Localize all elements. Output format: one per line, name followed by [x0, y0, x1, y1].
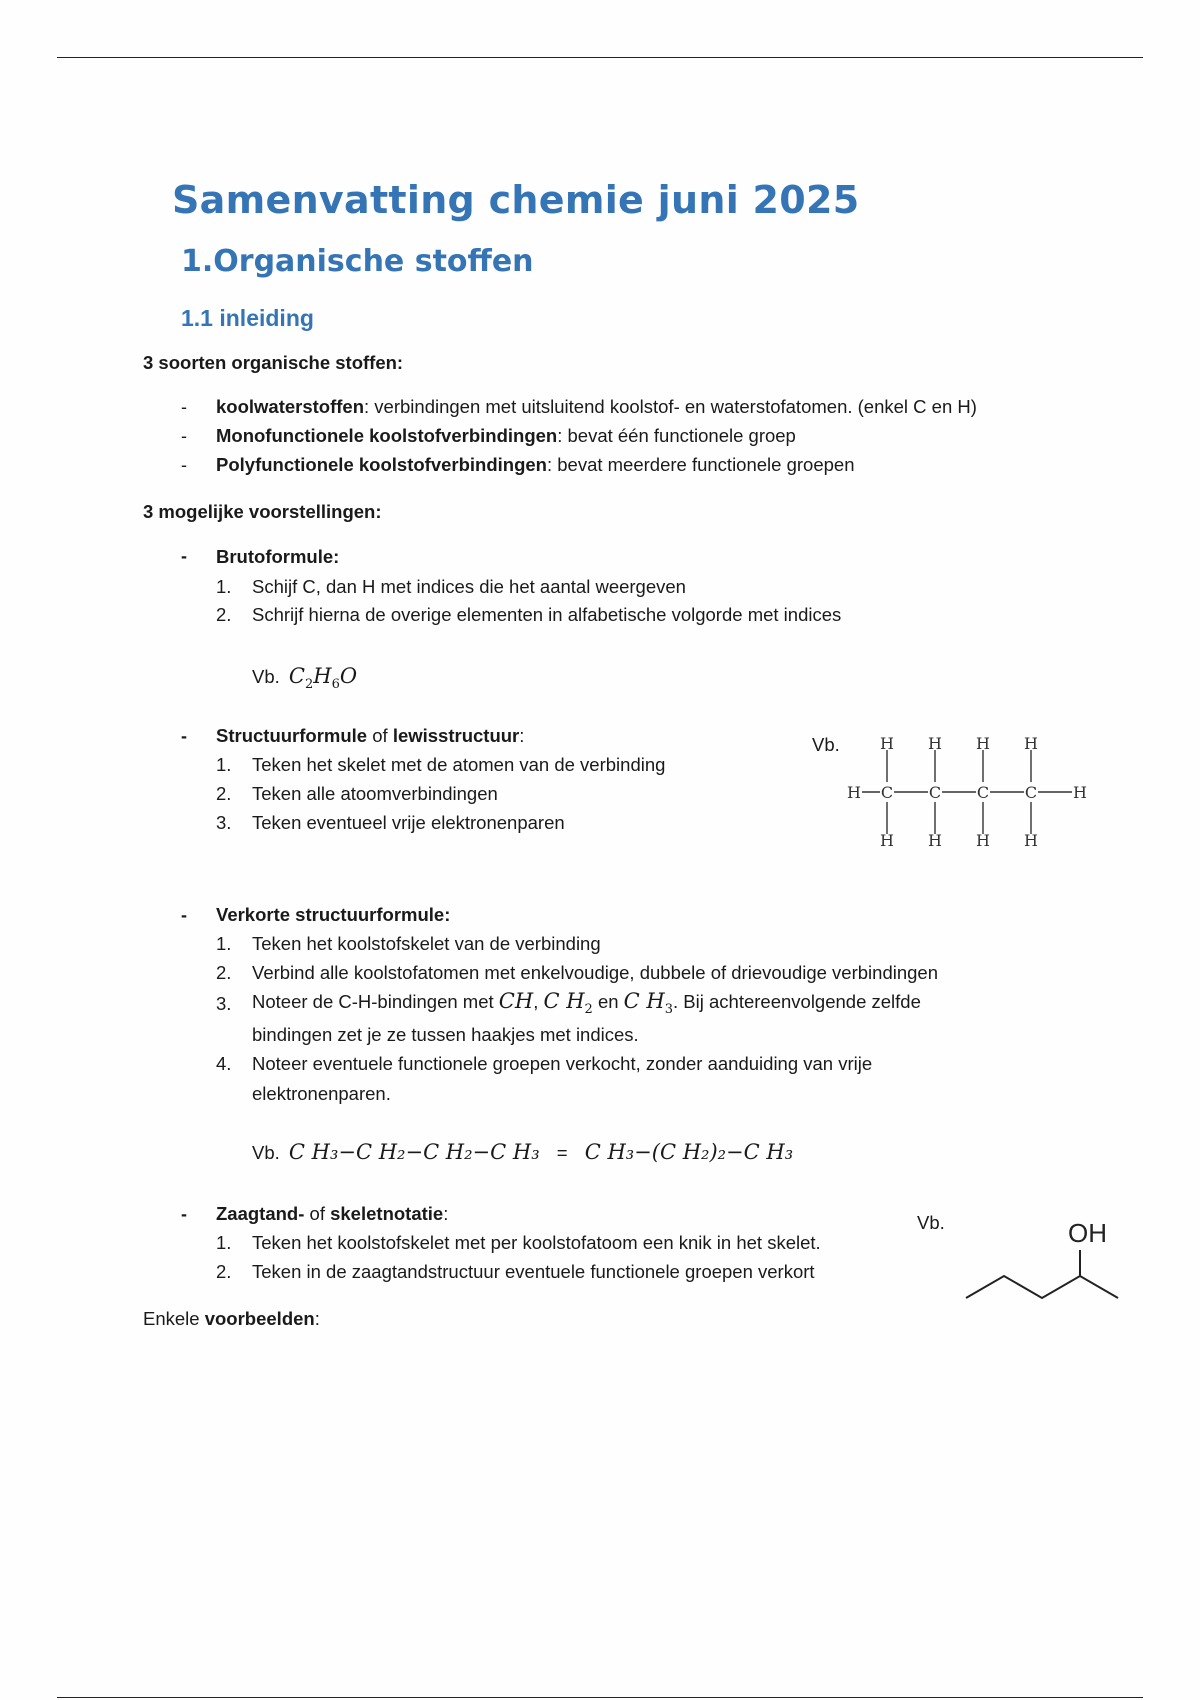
step-number: 2. [216, 1261, 232, 1282]
structuur-step-1: Teken het skelet met de atomen van de verbinding [252, 754, 666, 775]
zaagtand-step-2: Teken in de zaagtandstructuur eventuele functionele groepen verkort [252, 1261, 815, 1282]
atom-h: H [880, 734, 894, 753]
atom-h: H [976, 831, 990, 850]
voorstellingen-heading: 3 mogelijke voorstellingen: [143, 501, 382, 522]
step-number: 4. [216, 1053, 232, 1074]
step-number: 2. [216, 604, 232, 625]
zaagtand-step-1: Teken het koolstofskelet met per koolstofatoom een knik in het skelet. [252, 1232, 821, 1253]
bullet-dash: - [181, 905, 187, 925]
vb-label: Vb. [252, 1142, 280, 1163]
top-rule [57, 57, 1143, 58]
verkort-step-3: Noteer de C-H-bindingen met CH, C $H_2$ en C $H_3$. Bij achtereenvolgende zelfde [252, 989, 921, 1018]
structuur-vb-label: Vb. [812, 734, 840, 755]
structuur-step-2: Teken alle atoomverbindingen [252, 783, 498, 804]
verkort-step-2: Verbind alle koolstofatomen met enkelvoudige, dubbele of drievoudige verbindingen [252, 962, 938, 983]
atom-h: H [928, 734, 942, 753]
verkort-label: Verkorte structuurformule: [216, 904, 451, 925]
bruto-example [252, 664, 357, 692]
list-item [216, 425, 796, 447]
verkort-eq-sign: = [556, 1142, 568, 1163]
step-number: 1. [216, 1232, 232, 1253]
verkort-eq-right: C H₃−(C H₂)₂−C H₃ [584, 1140, 794, 1164]
bullet-dash: - [181, 397, 187, 417]
verkort-step-4-cont: elektronenparen. [252, 1083, 391, 1104]
bruto-step-2: Schrijf hierna de overige elementen in alfabetische volgorde met indices [252, 604, 842, 625]
atom-h: H [880, 831, 894, 850]
heading-organische-stoffen: 1.Organische stoffen [181, 244, 534, 279]
step-number: 1. [216, 754, 232, 775]
list-item [216, 454, 854, 476]
bullet-dash: - [181, 426, 187, 446]
soorten-heading: 3 soorten organische stoffen: [143, 352, 404, 373]
list-item-text: : bevat meerdere functionele groepen [546, 454, 855, 475]
list-item-term: Monofunctionele koolstofverbindingen [216, 425, 558, 446]
atom-h: H [1024, 831, 1038, 850]
atom-c: C [1024, 783, 1038, 802]
bullet-dash: - [181, 1204, 187, 1224]
step-number: 3. [216, 812, 232, 833]
bruto-label: Brutoformule: [216, 546, 340, 567]
oh-group: OH [1068, 1218, 1107, 1248]
zaagtand-label: Zaagtand- of skeletnotatie: [216, 1203, 449, 1224]
heading-inleiding: 1.1 inleiding [181, 305, 314, 331]
verkort-eq-left: C H₃−C H₂−C H₂−C H₃ [288, 1140, 540, 1164]
atom-h: H [976, 734, 990, 753]
list-item-term: koolwaterstoffen [216, 396, 365, 417]
step-number: 2. [216, 783, 232, 804]
step-number: 3. [216, 993, 232, 1014]
verkort-step-4: Noteer eventuele functionele groepen verkocht, zonder aanduiding van vrije [252, 1053, 873, 1074]
step-number: 1. [216, 576, 232, 597]
step-number: 1. [216, 933, 232, 954]
vb-label: Vb. [252, 666, 280, 687]
verkort-step-3-cont: bindingen zet je ze tussen haakjes met indices. [252, 1024, 639, 1045]
atom-c: C [976, 783, 990, 802]
verkort-example [252, 1140, 793, 1164]
list-item-text: : bevat één functionele groep [557, 425, 796, 446]
bottom-rule [57, 1697, 1143, 1698]
bullet-dash: - [181, 546, 187, 566]
step-number: 2. [216, 962, 232, 983]
zaagtand-vb-label: Vb. [917, 1212, 945, 1233]
list-item [216, 396, 977, 418]
verkort-step-1: Teken het koolstofskelet van de verbinding [252, 933, 601, 954]
bullet-dash: - [181, 455, 187, 475]
structuur-step-3: Teken eventueel vrije elektronenparen [252, 812, 565, 833]
atom-c: C [880, 783, 894, 802]
list-item-term: Polyfunctionele koolstofverbindingen [216, 454, 547, 475]
butane-lewis-structure [840, 730, 1110, 850]
atom-h: H [1073, 783, 1087, 802]
voorbeelden-line: Enkele voorbeelden: [143, 1308, 320, 1329]
bruto-formula: $C_2H_6O$ [288, 664, 358, 693]
document-title: Samenvatting chemie juni 2025 [172, 178, 860, 222]
bullet-dash: - [181, 726, 187, 746]
structuur-label: Structuurformule of lewisstructuur: [216, 725, 525, 746]
atom-h: H [1024, 734, 1038, 753]
bruto-step-1: Schijf C, dan H met indices die het aantal weergeven [252, 576, 686, 597]
butanol-skeletal-structure [960, 1212, 1130, 1312]
list-item-text: : verbindingen met uitsluitend koolstof- en waterstofatomen. (enkel C en H) [364, 396, 977, 417]
atom-h: H [847, 783, 861, 802]
atom-h: H [928, 831, 942, 850]
atom-c: C [928, 783, 942, 802]
